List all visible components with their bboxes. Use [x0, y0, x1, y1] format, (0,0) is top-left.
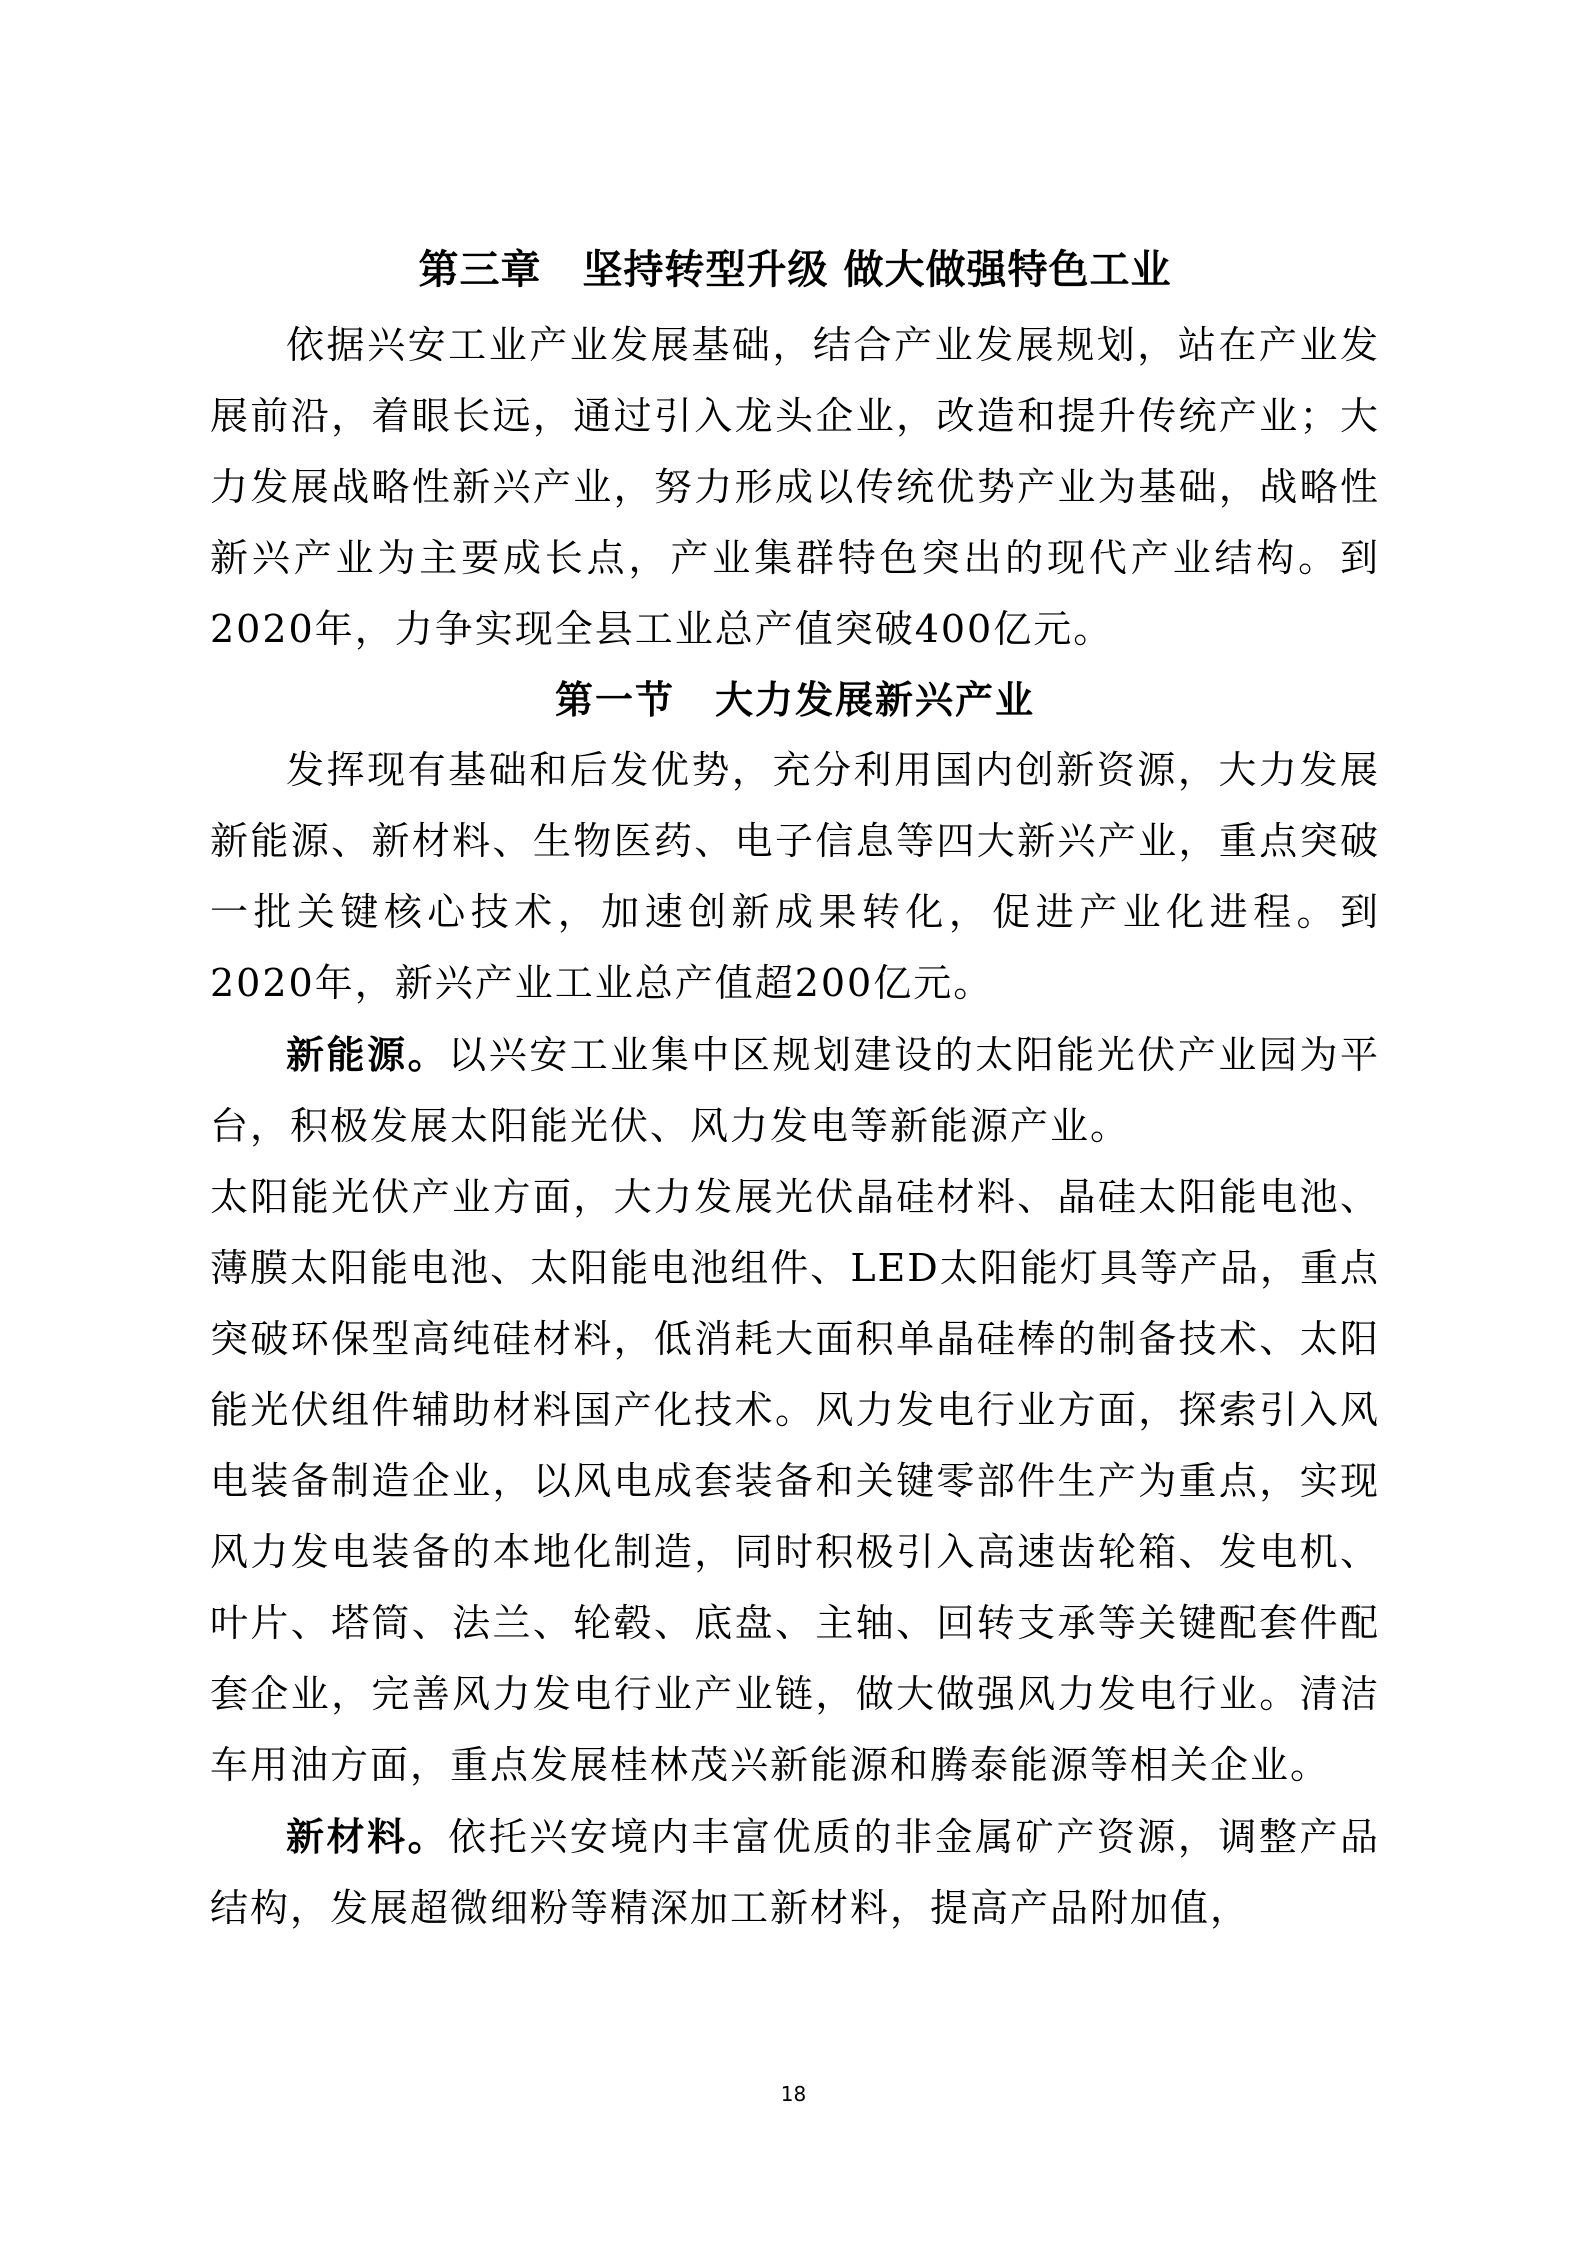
new-materials-text: 依托兴安境内丰富优质的非金属矿产资源，调整产品结构，发展超微细粉等精深加工新材料，提高产品附加值， [210, 1815, 1380, 1930]
new-energy-text: 以兴安工业集中区规划建设的太阳能光伏产业园为平台，积极发展太阳能光伏、风力发电等新能源产业。 [210, 1033, 1380, 1148]
section-paragraph: 发挥现有基础和后发优势，充分利用国内创新资源，大力发展新能源、新材料、生物医药、电子信息等四大新兴产业，重点突破一批关键核心技术，加速创新成果转化，促进产业化进程。到2020年，新兴产业工业总产值超200亿元。 [210, 748, 1380, 1005]
solar-paragraph: 太阳能光伏产业方面，大力发展光伏晶硅材料、晶硅太阳能电池、薄膜太阳能电池、太阳能电池组件、LED太阳能灯具等产品，重点突破环保型高纯硅材料，低消耗大面积单晶硅棒的制备技术、太阳能光伏组件辅助材料国产化技术。风力发电行业方面，探索引入风电装备制造企业，以风电成套装备和关键零部件生产为重点，实现风力发电装备的本地化制造，同时积极引入高速齿轮箱、发电机、叶片、塔筒、法兰、轮毂、底盘、主轴、回转支承等关键配套件配套企业，完善风力发电行业产业链，做大做强风力发电行业。清洁车用油方面，重点发展桂林茂兴新能源和腾泰能源等相关企业。 [210, 1175, 1380, 1787]
intro-paragraph: 依据兴安工业产业发展基础，结合产业发展规划，站在产业发展前沿，着眼长远，通过引入龙头企业，改造和提升传统产业；大力发展战略性新兴产业，努力形成以传统优势产业为基础，战略性新兴产业为主要成长点，产业集群特色突出的现代产业结构。到2020年，力争实现全县工业总产值突破400亿元。 [210, 323, 1380, 651]
section-title: 第一节 大力发展新兴产业 [554, 677, 1035, 722]
new-materials-lead: 新材料。 [286, 1814, 449, 1859]
new-energy-paragraph [210, 1019, 1380, 1162]
chapter-title: 第三章 坚持转型升级 做大做强特色工业 [418, 247, 1172, 293]
page-content [210, 240, 1380, 1944]
page-number: 18 [780, 2082, 807, 2106]
new-materials-paragraph [210, 1801, 1380, 1944]
new-energy-lead: 新能源。 [286, 1032, 449, 1077]
